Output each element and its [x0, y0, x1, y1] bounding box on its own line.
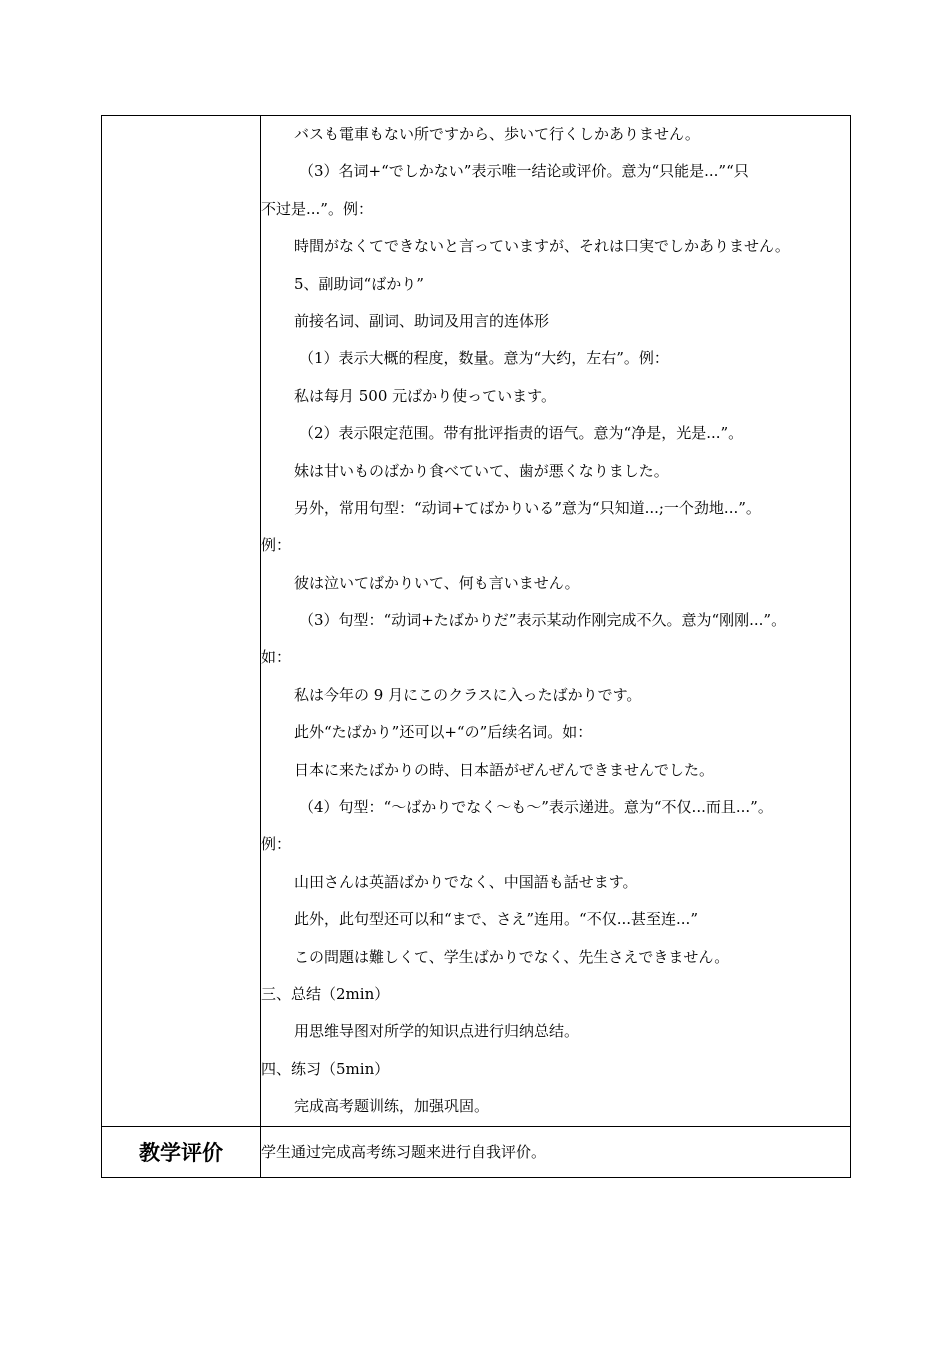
text-line: 時間がなくてできないと言っていますが、それは口実でしかありません。	[294, 237, 790, 256]
text-line: （3）句型：“动词+たばかりだ”表示某动作刚完成不久。意为“刚刚...”。	[299, 611, 787, 630]
content-row	[102, 116, 851, 1127]
text-line: この問題は難しくて、学生ばかりでなく、先生さえできません。	[294, 947, 730, 966]
text-line: 用思维导图对所学的知识点进行归纳总结。	[294, 1022, 580, 1041]
text-line: 如：	[261, 648, 292, 667]
text-line: 另外，常用句型：“动词+てばかりいる”意为“只知道...;一个劲地...”。	[294, 498, 761, 517]
text-line: （4）句型：“～ばかりでなく～も～”表示递进。意为“不仅...而且...”。	[299, 798, 773, 817]
evaluation-text: 学生通过完成高考练习题来进行自我评价。	[261, 1126, 851, 1177]
content-cell	[261, 116, 851, 1127]
text-line: 此外，此句型还可以和“まで、さえ”连用。“不仅...甚至连...”	[294, 910, 698, 929]
text-line: 山田さんは英語ばかりでなく、中国語も話せます。	[294, 872, 638, 891]
text-line: バスも電車もない所ですから、歩いて行くしかありません。	[294, 125, 700, 143]
text-line: 私は今年の 9 月にこのクラスに入ったばかりです。	[294, 685, 642, 704]
text-line: 例：	[261, 835, 292, 854]
text-line: 日本に来たばかりの時、日本語がぜんぜんできませんでした。	[294, 760, 715, 779]
text-line: 四、练习（5min）	[261, 1059, 390, 1078]
text-line: 私は每月 500 元ばかり使っています。	[294, 386, 556, 405]
text-line: （3）名词+“でしかない”表示唯一结论或评价。意为“只能是...”“只	[299, 162, 749, 181]
text-line: 5、副助词“ばかり”	[294, 274, 424, 293]
evaluation-label: 教学评价	[102, 1126, 261, 1177]
text-line: 完成高考题训练，加强巩固。	[294, 1097, 490, 1116]
text-line: 妹は甘いものばかり食べていて、歯が悪くなりました。	[294, 461, 669, 480]
text-line: 不过是...”。例：	[261, 199, 373, 218]
lesson-plan-table	[101, 115, 851, 1178]
text-line: （2）表示限定范围。带有批评指责的语气。意为“净是，光是...”。	[299, 424, 744, 443]
evaluation-row	[102, 1126, 851, 1177]
text-line: 例：	[261, 536, 292, 555]
text-line: 彼は泣いてばかりいて、何も言いません。	[294, 573, 580, 592]
text-line: （1）表示大概的程度，数量。意为“大约，左右”。例：	[299, 349, 669, 368]
line-list	[261, 116, 850, 1126]
text-line: 前接名词、副词、助词及用言的连体形	[294, 311, 550, 330]
empty-label-cell	[102, 116, 261, 1127]
text-line: 此外“たばかり”还可以+“の”后续名词。如：	[294, 723, 593, 742]
text-line: 三、总结（2min）	[261, 984, 390, 1003]
